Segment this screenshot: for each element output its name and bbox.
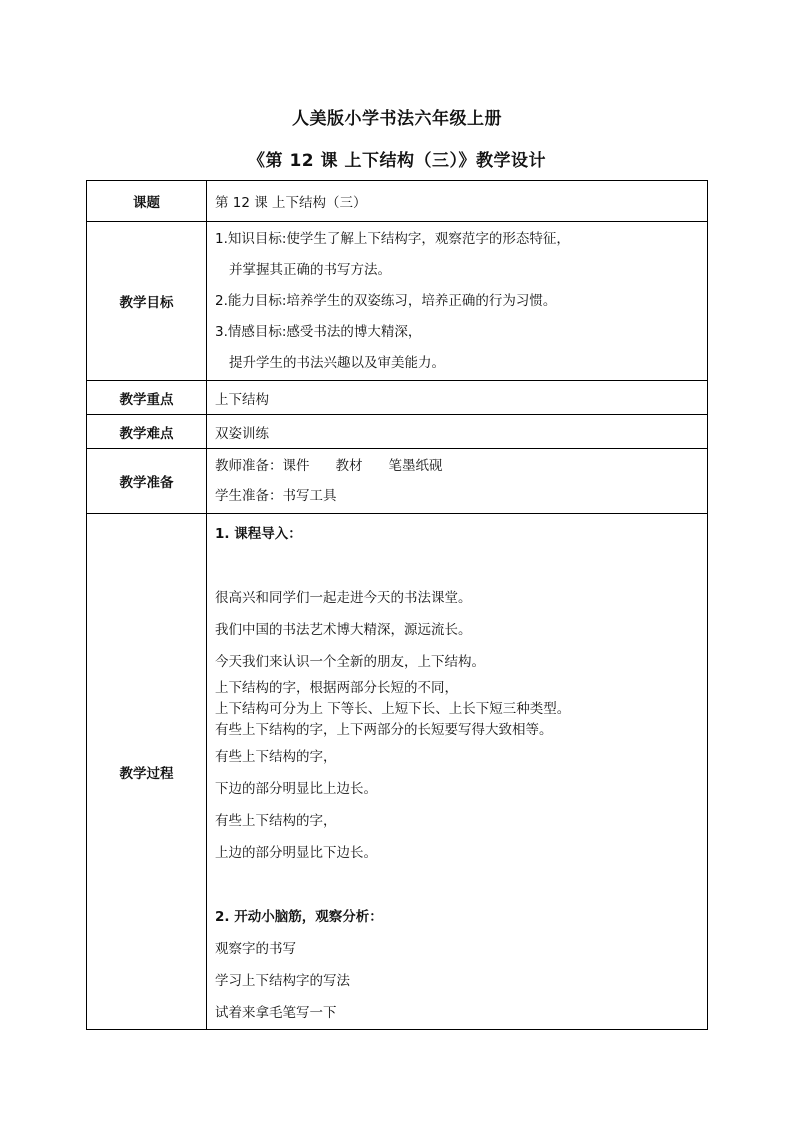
value-goals bbox=[207, 222, 708, 381]
goal-line-2: 并掌握其正确的书写方法。 bbox=[229, 261, 391, 278]
label-difficulty: 教学难点 bbox=[87, 415, 207, 449]
teacher-prep-item-3: 笔墨纸砚 bbox=[388, 458, 443, 474]
student-preparation: 学生准备：书写工具 bbox=[215, 488, 337, 504]
process-line: 有些上下结构的字，上下两部分的长短要写得大致相等。 bbox=[215, 722, 553, 738]
label-key-point: 教学重点 bbox=[87, 381, 207, 415]
process-line: 观察字的书写 bbox=[215, 941, 296, 957]
process-line: 上下结构的字，根据两部分长短的不同， bbox=[215, 680, 458, 696]
document-subtitle: 《第 12 课 上下结构（三）》教学设计 bbox=[248, 151, 546, 171]
value-difficulty: 双姿训练 bbox=[207, 415, 708, 449]
label-process: 教学过程 bbox=[87, 514, 207, 1030]
goal-line-1: 1.知识目标:使学生了解上下结构字，观察范字的形态特征， bbox=[215, 230, 570, 247]
label-preparation: 教学准备 bbox=[87, 449, 207, 514]
process-line: 有些上下结构的字， bbox=[215, 813, 337, 829]
spacer bbox=[215, 869, 701, 901]
value-process bbox=[207, 514, 708, 1030]
table-row-key-point bbox=[87, 381, 708, 415]
process-section-2-heading: 2. 开动小脑筋，观察分析： bbox=[215, 909, 383, 925]
teacher-preparation bbox=[215, 451, 701, 481]
goal-line-3: 2.能力目标:培养学生的双姿练习，培养正确的行为习惯。 bbox=[215, 292, 557, 309]
process-line: 很高兴和同学们一起走进今天的书法课堂。 bbox=[215, 590, 472, 606]
document-title: 人美版小学书法六年级上册 bbox=[292, 109, 502, 129]
spacer bbox=[215, 550, 701, 582]
lesson-plan-table bbox=[86, 180, 708, 1030]
table-row-topic bbox=[87, 181, 708, 222]
table-row-goals bbox=[87, 222, 708, 381]
process-line: 下边的部分明显比上边长。 bbox=[215, 781, 377, 797]
process-line: 今天我们来认识一个全新的朋友，上下结构。 bbox=[215, 654, 485, 670]
label-topic: 课题 bbox=[87, 181, 207, 222]
value-topic: 第 12 课 上下结构（三） bbox=[207, 181, 708, 222]
label-goals: 教学目标 bbox=[87, 222, 207, 381]
teacher-prep-item-1: 教师准备：课件 bbox=[215, 458, 310, 474]
process-line: 我们中国的书法艺术博大精深，源远流长。 bbox=[215, 622, 472, 638]
process-section-1-heading: 1. 课程导入： bbox=[215, 526, 302, 542]
goal-line-5: 提升学生的书法兴趣以及审美能力。 bbox=[229, 354, 445, 371]
goal-line-4: 3.情感目标:感受书法的博大精深， bbox=[215, 323, 422, 340]
table-row-difficulty bbox=[87, 415, 708, 449]
process-line: 上边的部分明显比下边长。 bbox=[215, 845, 377, 861]
table-row-preparation bbox=[87, 449, 708, 514]
value-key-point: 上下结构 bbox=[207, 381, 708, 415]
table-row-process bbox=[87, 514, 708, 1030]
process-line: 上下结构可分为上 下等长、上短下长、上长下短三种类型。 bbox=[215, 701, 571, 717]
teacher-prep-item-2: 教材 bbox=[335, 458, 363, 474]
value-preparation bbox=[207, 449, 708, 514]
process-line: 试着来拿毛笔写一下 bbox=[215, 1005, 337, 1021]
process-line: 有些上下结构的字， bbox=[215, 749, 337, 765]
process-line: 学习上下结构字的写法 bbox=[215, 973, 350, 989]
